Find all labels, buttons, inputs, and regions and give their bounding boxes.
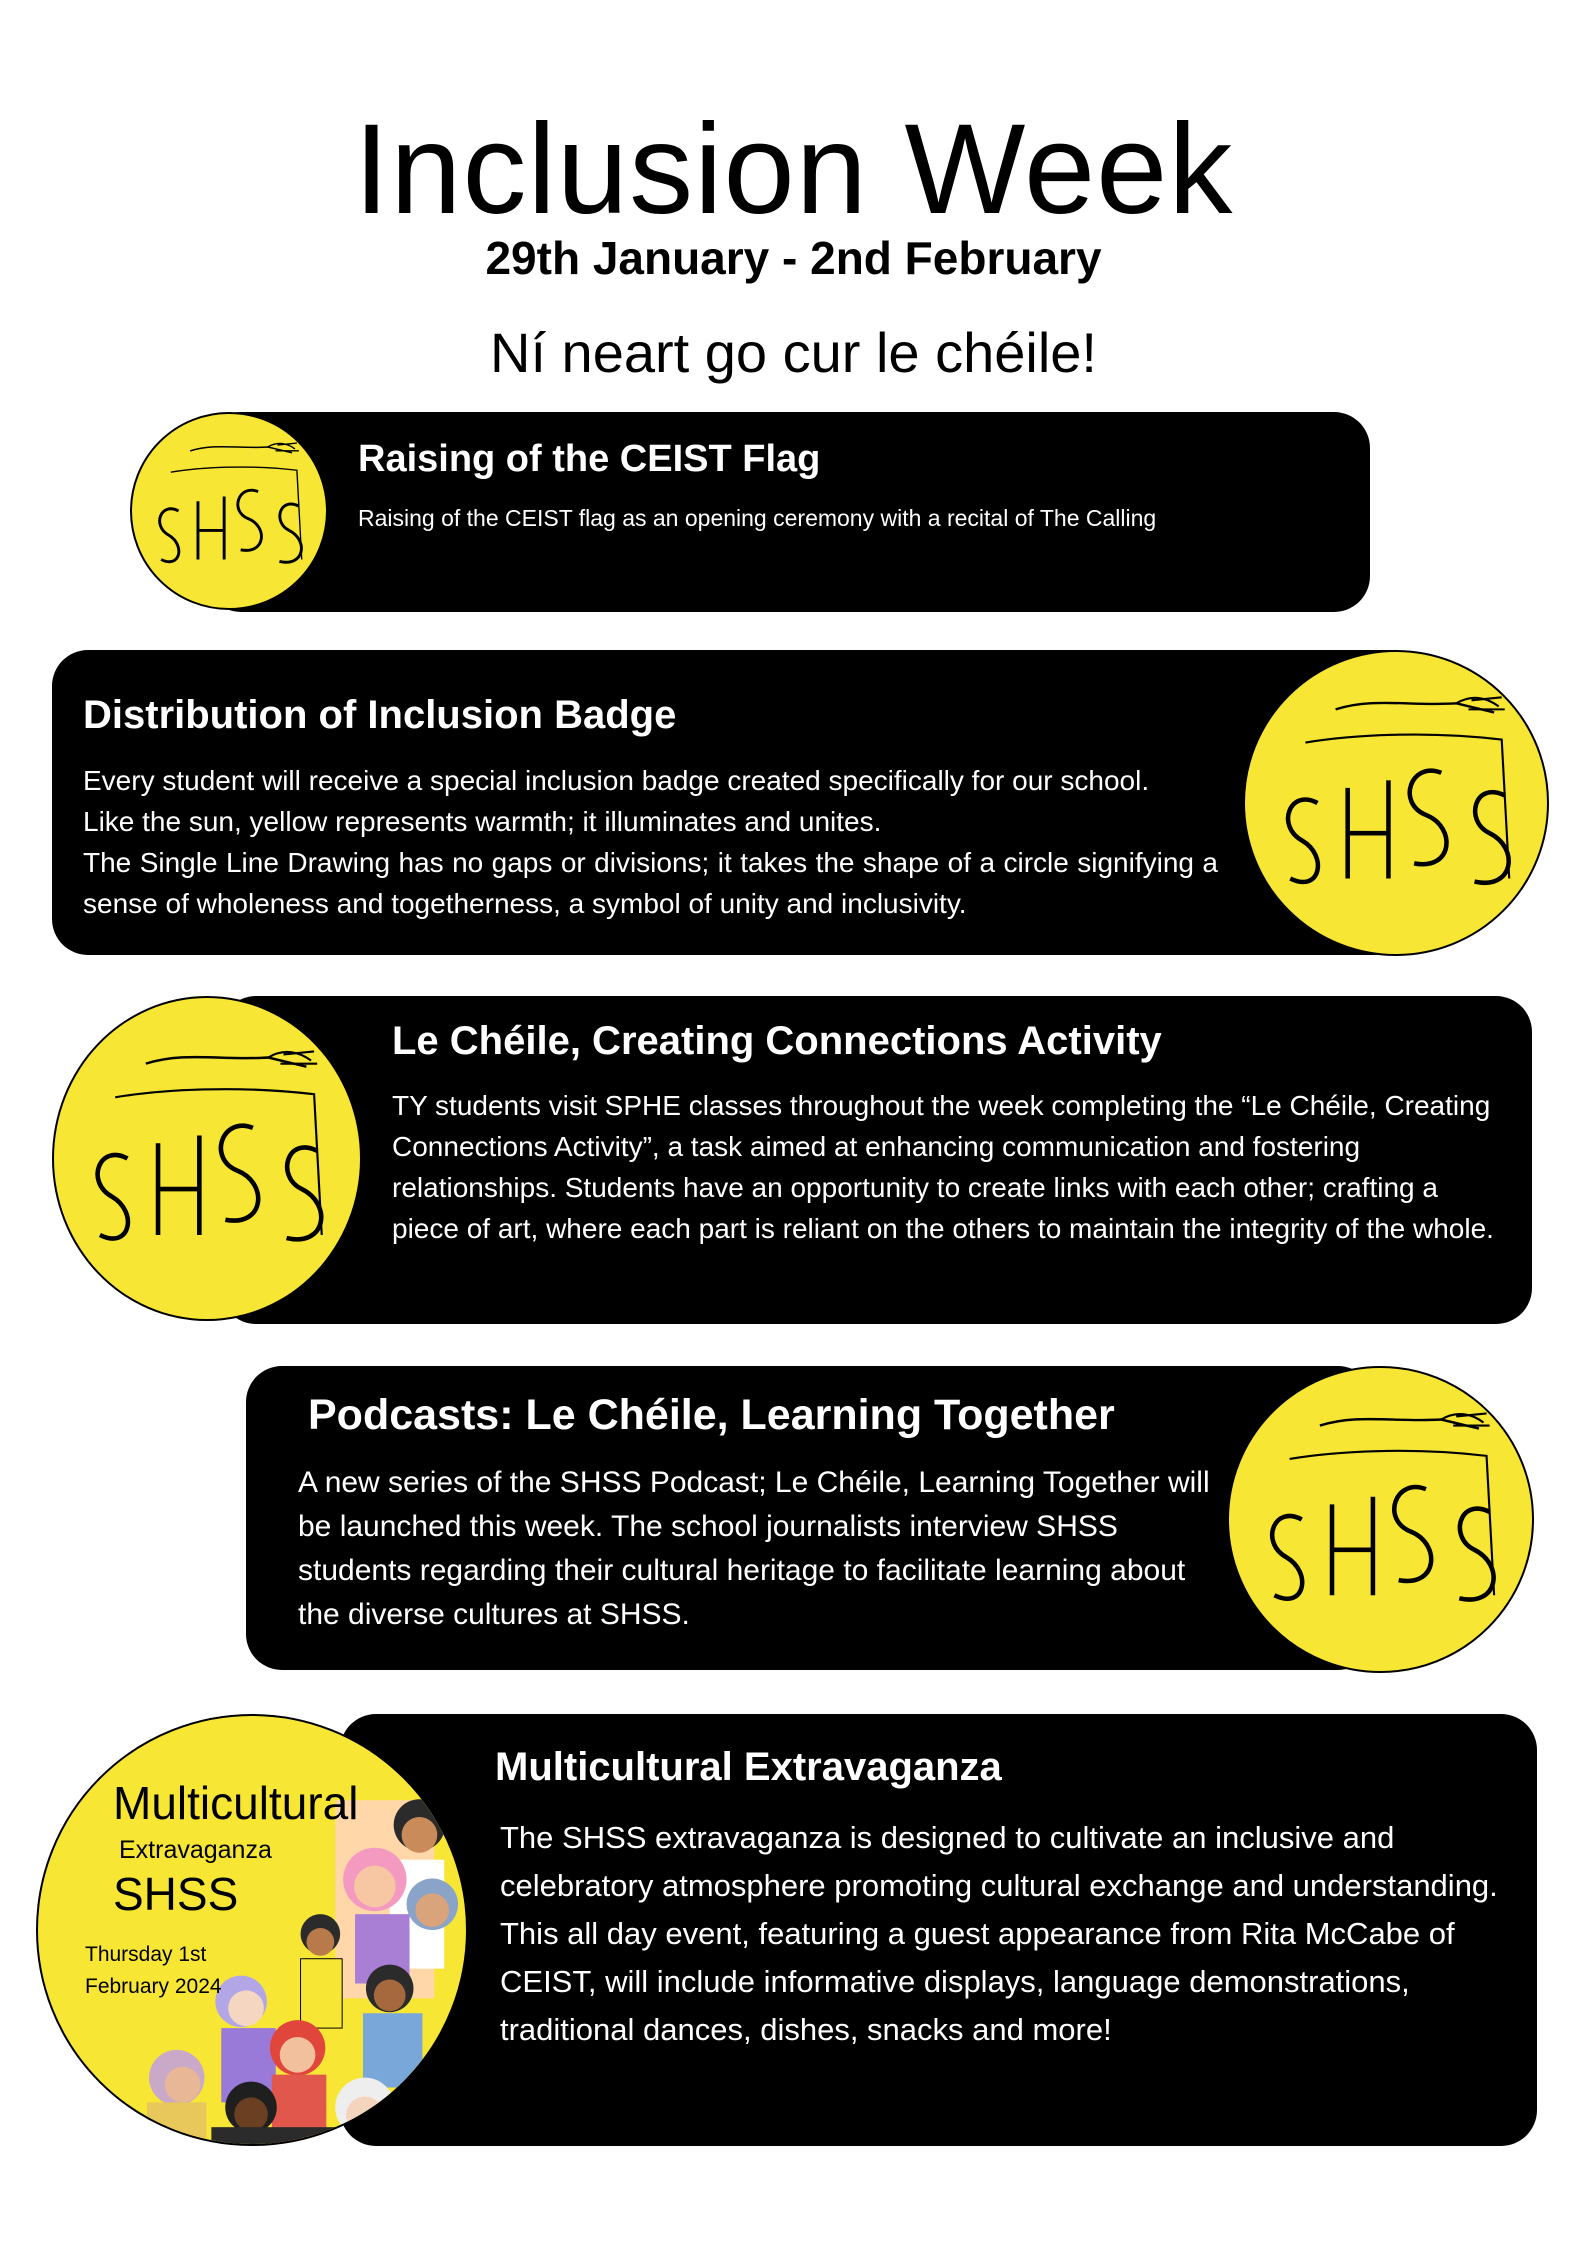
shss-badge-icon	[52, 996, 362, 1321]
section-body-line: The Single Line Drawing has no gaps or divisions; it takes the shape of a circle signifying a sense of wholeness and togetherness, a symbol of unity and inclusivity.	[83, 847, 1218, 919]
section-heading: Distribution of Inclusion Badge	[83, 693, 677, 737]
motto: Ní neart go cur le chéile!	[490, 321, 1097, 384]
section-inclusion-badge	[52, 650, 1427, 955]
page-title: Inclusion Week	[353, 98, 1234, 241]
section-multicultural-extravaganza	[340, 1714, 1537, 2146]
extravaganza-poster	[36, 1714, 468, 2146]
section-heading: Multicultural Extravaganza	[495, 1745, 1002, 1789]
section-body: A new series of the SHSS Podcast; Le Chéile, Learning Together will be launched this week. The school journalists interview SHSS students regarding their cultural heritage to facilitate learning about the diverse cultures at SHSS.	[298, 1466, 1210, 1631]
section-heading: Podcasts: Le Chéile, Learning Together	[308, 1391, 1115, 1439]
shss-badge-icon	[130, 412, 328, 610]
section-ceist-flag	[205, 412, 1370, 612]
section-body-line: Every student will receive a special inclusion badge created specifically for our school.	[83, 765, 1150, 796]
section-body: TY students visit SPHE classes throughout the week completing the “Le Chéile, Creating Connections Activity”, a task aimed at enhancing communication and fostering relationships. Students have an opportunity to create links with each other; crafting a piece of art, where each part is reliant on the others to maintain the integrity of the whole.	[392, 1090, 1494, 1244]
section-body: The SHSS extravaganza is designed to cultivate an inclusive and celebratory atmosphere promoting cultural exchange and understanding. This all day event, featuring a guest appearance from Rita McCabe of CEIST, will include informative displays, language demonstrations, traditional dances, dishes, snacks and more!	[500, 1820, 1498, 2047]
shss-badge-icon	[1243, 650, 1549, 956]
section-body	[83, 760, 1218, 924]
section-body: Raising of the CEIST flag as an opening ceremony with a recital of The Calling	[358, 505, 1157, 531]
poster-school: SHSS	[113, 1868, 239, 1920]
section-heading: Raising of the CEIST Flag	[358, 438, 821, 480]
poster-subtitle: Extravaganza	[119, 1836, 272, 1864]
event-dates: 29th January - 2nd February	[485, 232, 1102, 284]
section-podcasts	[246, 1366, 1374, 1670]
poster-title: Multicultural	[113, 1777, 359, 1829]
section-creating-connections	[220, 996, 1532, 1324]
shss-badge-icon	[1227, 1366, 1534, 1673]
section-heading: Le Chéile, Creating Connections Activity	[392, 1019, 1162, 1063]
section-body-line: Like the sun, yellow represents warmth; it illuminates and unites.	[83, 806, 882, 837]
poster-date: Thursday 1st February 2024	[85, 1943, 222, 1998]
